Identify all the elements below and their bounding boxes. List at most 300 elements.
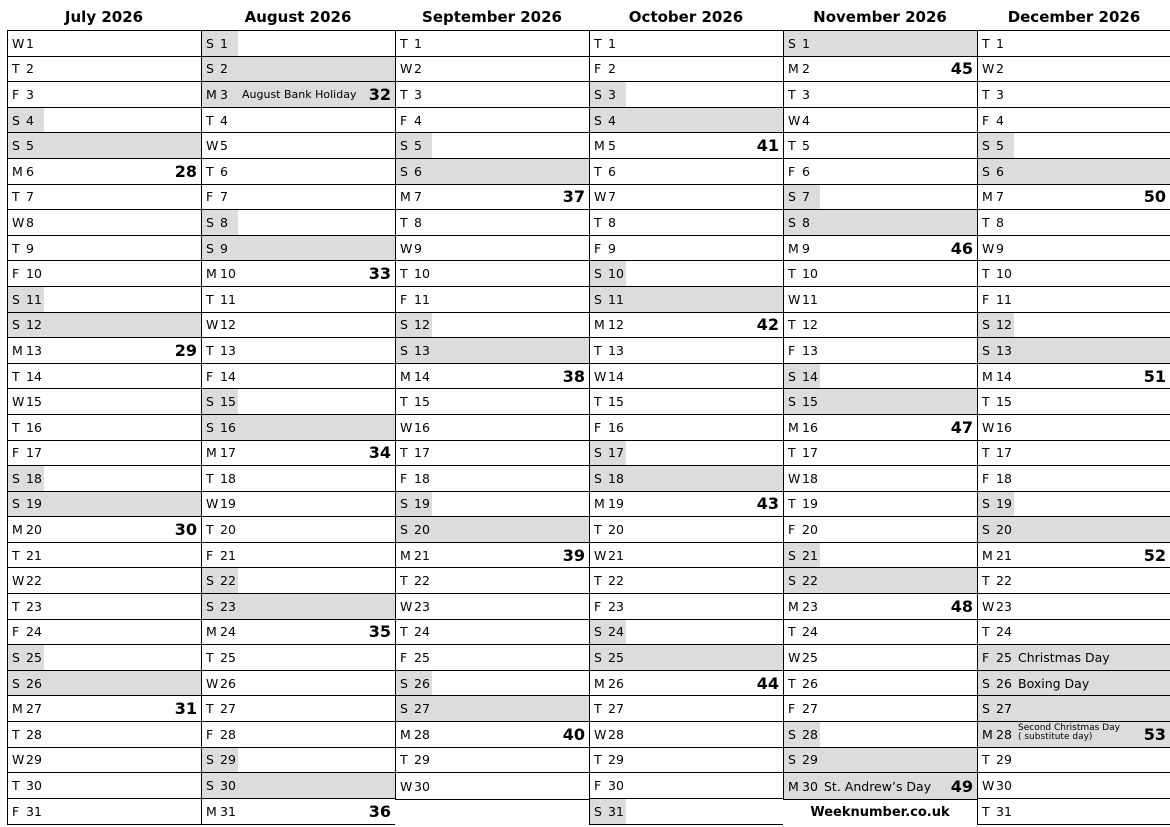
weekday-letter: T <box>400 86 408 102</box>
day-number: 23 <box>414 598 430 614</box>
weekday-letter: W <box>206 317 219 333</box>
day-number: 16 <box>220 419 236 435</box>
day-row <box>202 415 395 441</box>
day-row <box>202 671 395 697</box>
day-number: 23 <box>996 598 1012 614</box>
day-label <box>590 82 626 107</box>
day-label <box>8 185 44 210</box>
day-row <box>590 108 783 134</box>
day-label <box>202 594 238 619</box>
weekday-letter: T <box>788 138 796 154</box>
day-row <box>978 313 1170 339</box>
day-label <box>202 57 238 82</box>
month-title: August 2026 <box>244 8 352 26</box>
day-row <box>978 389 1170 415</box>
day-label <box>396 338 432 363</box>
day-row <box>784 415 977 441</box>
day-number: 15 <box>220 394 236 410</box>
day-label <box>590 799 626 825</box>
day-number: 30 <box>220 778 236 794</box>
day-label <box>784 338 820 363</box>
day-number: 2 <box>608 61 616 77</box>
day-label <box>784 415 820 440</box>
day-number: 13 <box>608 342 624 358</box>
day-label <box>396 441 432 466</box>
day-row <box>8 415 201 441</box>
day-number: 10 <box>414 266 430 282</box>
day-row <box>8 594 201 620</box>
day-row <box>202 696 395 722</box>
week-number: 41 <box>756 136 779 156</box>
day-label <box>784 671 820 696</box>
day-row <box>784 748 977 774</box>
weekday-letter: S <box>788 189 796 205</box>
day-row <box>590 210 783 236</box>
day-row <box>590 133 783 159</box>
day-label <box>590 620 626 645</box>
day-number: 1 <box>414 35 422 51</box>
day-row <box>978 620 1170 646</box>
day-label <box>8 543 44 568</box>
day-label <box>784 313 820 338</box>
day-label <box>202 108 238 133</box>
day-row <box>396 185 589 211</box>
day-number: 19 <box>996 496 1012 512</box>
day-row <box>784 492 977 518</box>
day-row <box>396 722 589 748</box>
day-row <box>590 415 783 441</box>
day-row <box>396 748 589 774</box>
day-label <box>202 261 238 286</box>
day-row <box>202 313 395 339</box>
day-number: 10 <box>996 266 1012 282</box>
day-row <box>8 338 201 364</box>
weekday-letter: M <box>206 445 217 461</box>
site-credit: Weeknumber.co.uk <box>810 805 950 821</box>
weekday-letter: T <box>982 752 990 768</box>
day-list <box>7 30 201 825</box>
day-label <box>8 108 44 133</box>
day-number: 2 <box>414 61 422 77</box>
weekday-letter: M <box>594 496 605 512</box>
day-label <box>8 364 44 389</box>
week-number: 45 <box>950 59 973 79</box>
weekday-letter: W <box>982 240 995 256</box>
weekday-letter: S <box>206 419 214 435</box>
weekday-letter: W <box>788 291 801 307</box>
day-row <box>978 185 1170 211</box>
day-number: 18 <box>26 470 42 486</box>
weekday-letter: T <box>400 752 408 768</box>
weekday-letter: S <box>400 675 408 691</box>
day-label <box>784 133 820 158</box>
day-label <box>978 773 1014 798</box>
day-number: 7 <box>802 189 810 205</box>
day-row <box>784 364 977 390</box>
weekday-letter: M <box>788 419 799 435</box>
day-number: 28 <box>802 726 818 742</box>
week-number: 33 <box>368 264 391 284</box>
day-number: 8 <box>802 214 810 230</box>
day-number: 1 <box>996 35 1004 51</box>
day-label <box>8 57 44 82</box>
day-label <box>8 210 44 235</box>
day-row <box>784 466 977 492</box>
weekday-letter: M <box>788 778 799 794</box>
month-title: December 2026 <box>1007 8 1141 26</box>
day-row <box>202 620 395 646</box>
day-label <box>590 645 626 670</box>
day-row <box>590 338 783 364</box>
day-label <box>590 287 626 312</box>
day-row <box>590 261 783 287</box>
day-row <box>8 389 201 415</box>
day-number: 11 <box>802 291 818 307</box>
day-label <box>978 313 1014 338</box>
day-row <box>202 517 395 543</box>
weekday-letter: T <box>12 61 20 77</box>
day-row <box>590 82 783 108</box>
day-row <box>590 287 783 313</box>
day-label <box>590 236 626 261</box>
day-row <box>202 543 395 569</box>
day-row <box>396 441 589 467</box>
weekday-letter: T <box>400 266 408 282</box>
day-label <box>8 31 44 56</box>
day-label <box>396 466 432 491</box>
day-label <box>396 773 432 799</box>
weekday-letter: T <box>788 86 796 102</box>
weekday-letter: T <box>982 445 990 461</box>
week-number: 49 <box>950 776 973 796</box>
weekday-letter: S <box>788 214 796 230</box>
day-row <box>978 568 1170 594</box>
day-row <box>396 492 589 518</box>
day-row <box>202 799 395 825</box>
day-row <box>8 517 201 543</box>
day-number: 12 <box>220 317 236 333</box>
weekday-letter: T <box>788 266 796 282</box>
weekday-letter: S <box>788 394 796 410</box>
day-row <box>590 313 783 339</box>
day-row <box>978 236 1170 262</box>
day-row <box>590 159 783 185</box>
day-label <box>396 645 432 670</box>
weekday-letter: T <box>12 240 20 256</box>
day-number: 26 <box>802 675 818 691</box>
day-label <box>590 185 626 210</box>
weekday-letter: F <box>982 470 990 486</box>
weekday-letter: T <box>206 701 214 717</box>
day-row <box>8 261 201 287</box>
day-row <box>202 287 395 313</box>
day-label <box>590 31 626 56</box>
weekday-letter: W <box>12 35 25 51</box>
day-row <box>784 185 977 211</box>
day-number: 12 <box>802 317 818 333</box>
day-label <box>978 441 1014 466</box>
day-label <box>396 517 432 542</box>
day-number: 5 <box>26 138 34 154</box>
day-number: 22 <box>220 573 236 589</box>
day-number: 22 <box>996 573 1012 589</box>
day-label <box>8 313 44 338</box>
day-label <box>8 261 44 286</box>
week-number: 52 <box>1143 545 1166 565</box>
weekday-letter: S <box>594 804 602 820</box>
day-number: 15 <box>608 394 624 410</box>
weekday-letter: W <box>594 189 607 205</box>
day-number: 18 <box>608 470 624 486</box>
weekday-letter: W <box>400 61 413 77</box>
day-number: 3 <box>608 86 616 102</box>
week-number: 38 <box>562 366 585 386</box>
day-row <box>590 722 783 748</box>
weekday-letter: W <box>400 419 413 435</box>
day-number: 25 <box>608 650 624 666</box>
weekday-letter: S <box>788 752 796 768</box>
day-row <box>202 748 395 774</box>
day-number: 24 <box>608 624 624 640</box>
day-row <box>202 236 395 262</box>
day-row <box>8 159 201 185</box>
day-row <box>8 210 201 236</box>
day-number: 28 <box>220 726 236 742</box>
weekday-letter: M <box>12 701 23 717</box>
day-label <box>784 441 820 466</box>
day-row <box>396 236 589 262</box>
day-number: 26 <box>26 675 42 691</box>
weekday-letter: M <box>788 598 799 614</box>
day-label <box>978 389 1014 414</box>
day-label <box>978 287 1014 312</box>
day-row <box>978 722 1170 748</box>
day-row <box>978 466 1170 492</box>
weekday-letter: M <box>982 189 993 205</box>
day-row <box>978 57 1170 83</box>
weekday-letter: W <box>206 138 219 154</box>
day-row <box>590 492 783 518</box>
day-label <box>978 799 1014 825</box>
day-row <box>978 338 1170 364</box>
day-label <box>202 133 238 158</box>
day-label <box>978 568 1014 593</box>
weekday-letter: S <box>206 778 214 794</box>
day-label <box>590 773 626 798</box>
day-number: 6 <box>220 163 228 179</box>
weekday-letter: F <box>594 778 602 794</box>
day-row <box>784 108 977 134</box>
day-number: 16 <box>996 419 1012 435</box>
day-row <box>396 645 589 671</box>
day-label <box>396 261 432 286</box>
day-number: 1 <box>608 35 616 51</box>
day-number: 1 <box>802 35 810 51</box>
day-row <box>590 364 783 390</box>
day-row <box>8 722 201 748</box>
weekday-letter: T <box>982 35 990 51</box>
day-label <box>590 517 626 542</box>
day-row <box>202 159 395 185</box>
day-number: 13 <box>414 342 430 358</box>
day-label <box>396 748 432 773</box>
day-number: 4 <box>802 112 810 128</box>
day-label <box>784 210 820 235</box>
weekday-letter: F <box>12 624 20 640</box>
weekday-letter: S <box>206 214 214 230</box>
week-number: 50 <box>1143 187 1166 207</box>
day-label <box>784 82 820 107</box>
day-number: 21 <box>802 547 818 563</box>
day-row <box>784 210 977 236</box>
day-row <box>8 645 201 671</box>
day-row <box>202 594 395 620</box>
day-number: 20 <box>996 522 1012 538</box>
day-row <box>590 568 783 594</box>
day-number: 14 <box>220 368 236 384</box>
day-number: 4 <box>26 112 34 128</box>
weekday-letter: S <box>594 650 602 666</box>
day-row <box>8 31 201 57</box>
day-row <box>8 108 201 134</box>
weekday-letter: S <box>206 752 214 768</box>
weekday-letter: F <box>12 804 20 820</box>
day-label <box>590 696 626 721</box>
day-label <box>590 748 626 773</box>
weekday-letter: T <box>594 342 602 358</box>
day-number: 17 <box>414 445 430 461</box>
day-label <box>784 364 820 389</box>
day-row <box>8 620 201 646</box>
weekday-letter: T <box>12 547 20 563</box>
day-row <box>590 517 783 543</box>
day-label <box>202 31 238 56</box>
day-number: 29 <box>414 752 430 768</box>
day-row <box>784 261 977 287</box>
day-number: 24 <box>802 624 818 640</box>
day-row <box>590 671 783 697</box>
day-label <box>784 492 820 517</box>
weekday-letter: S <box>206 394 214 410</box>
day-row <box>784 313 977 339</box>
day-number: 27 <box>26 701 42 717</box>
month-column <box>395 0 589 825</box>
day-row <box>396 133 589 159</box>
day-row <box>396 466 589 492</box>
weekday-letter: W <box>788 112 801 128</box>
day-label <box>784 543 820 568</box>
month-title: November 2026 <box>813 8 947 26</box>
day-label <box>8 645 44 670</box>
day-number: 30 <box>802 778 818 794</box>
weekday-letter: T <box>788 624 796 640</box>
weekday-letter: W <box>788 650 801 666</box>
day-number: 22 <box>608 573 624 589</box>
weekday-letter: F <box>206 189 214 205</box>
day-label <box>784 466 820 491</box>
day-row <box>396 389 589 415</box>
day-label <box>396 57 432 82</box>
day-label <box>8 671 44 696</box>
day-number: 24 <box>26 624 42 640</box>
day-number: 5 <box>414 138 422 154</box>
day-label <box>202 696 238 721</box>
day-label <box>8 236 44 261</box>
day-label <box>590 671 626 696</box>
weekday-letter: W <box>982 778 995 794</box>
day-label <box>202 313 238 338</box>
day-row <box>784 543 977 569</box>
day-number: 10 <box>26 266 42 282</box>
weekday-letter: W <box>982 419 995 435</box>
day-number: 1 <box>220 35 228 51</box>
day-label <box>590 159 626 184</box>
day-label <box>202 466 238 491</box>
week-number: 37 <box>562 187 585 207</box>
weekday-letter: T <box>400 624 408 640</box>
weekday-letter: T <box>206 291 214 307</box>
day-row <box>396 696 589 722</box>
weekday-letter: W <box>12 214 25 230</box>
weekday-letter: S <box>400 163 408 179</box>
weekday-letter: W <box>206 675 219 691</box>
day-label <box>590 722 626 747</box>
day-label <box>978 748 1014 773</box>
weekday-letter: S <box>594 112 602 128</box>
weekday-letter: M <box>206 804 217 820</box>
day-row <box>8 57 201 83</box>
weekday-letter: T <box>982 573 990 589</box>
day-number: 27 <box>608 701 624 717</box>
day-label <box>978 645 1014 670</box>
day-row <box>784 236 977 262</box>
weekday-letter: W <box>12 573 25 589</box>
day-row <box>784 159 977 185</box>
week-number: 32 <box>368 84 391 104</box>
day-label <box>978 364 1014 389</box>
weekday-letter: T <box>982 624 990 640</box>
weekday-letter: T <box>788 317 796 333</box>
day-row <box>978 645 1170 671</box>
day-number: 10 <box>608 266 624 282</box>
day-label <box>784 287 820 312</box>
day-row <box>784 620 977 646</box>
month-column <box>977 0 1170 825</box>
week-number: 43 <box>756 494 779 514</box>
day-number: 7 <box>608 189 616 205</box>
weekday-letter: S <box>788 368 796 384</box>
day-row <box>978 773 1170 799</box>
day-label <box>784 645 820 670</box>
day-number: 5 <box>996 138 1004 154</box>
day-number: 4 <box>996 112 1004 128</box>
day-number: 4 <box>608 112 616 128</box>
month-column <box>201 0 395 825</box>
weekday-letter: F <box>206 368 214 384</box>
day-number: 23 <box>220 598 236 614</box>
day-label <box>590 57 626 82</box>
weekday-letter: F <box>400 291 408 307</box>
day-row <box>978 748 1170 774</box>
day-row <box>396 57 589 83</box>
day-number: 28 <box>608 726 624 742</box>
day-number: 14 <box>26 368 42 384</box>
day-number: 31 <box>608 804 624 820</box>
day-label <box>396 185 432 210</box>
day-row <box>202 645 395 671</box>
day-number: 9 <box>220 240 228 256</box>
day-number: 17 <box>220 445 236 461</box>
